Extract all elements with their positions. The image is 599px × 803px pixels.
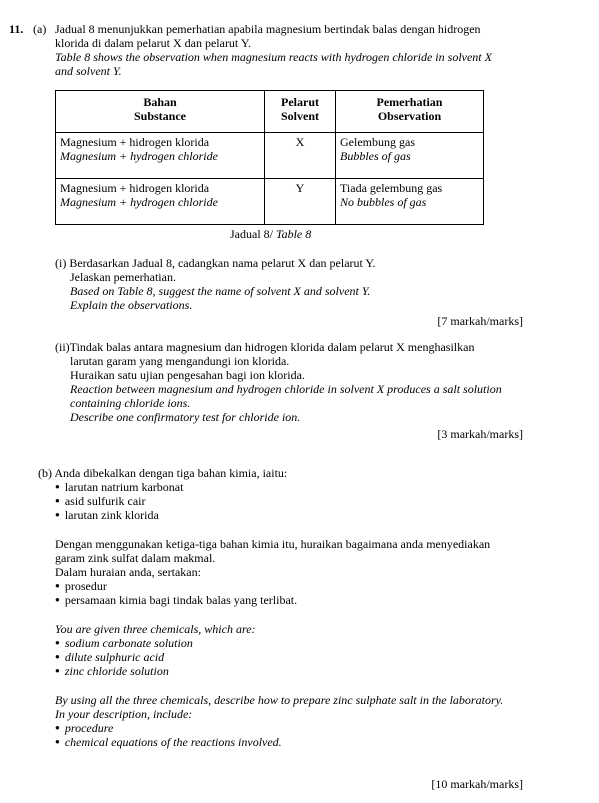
table-caption-ms: Jadual 8/ — [230, 227, 273, 241]
sub-ii-en-line-3: Describe one confirmatory test for chloride ion. — [70, 410, 301, 424]
chem-ms-1: ● larutan natrium karbonat — [55, 480, 183, 496]
row-1-substance-en: Magnesium + hydrogen chloride — [60, 149, 218, 163]
intro-ms-line-1: Jadual 8 menunjukkan pemerhatian apabila magnesium bertindak balas dengan hidrogen — [55, 22, 481, 36]
intro-en-line-2: and solvent Y. — [55, 64, 122, 78]
table-row — [56, 179, 484, 225]
header-substance — [56, 91, 265, 133]
row-1-observation-en: Bubbles of gas — [340, 149, 411, 163]
header-solvent-en: Solvent — [280, 109, 319, 123]
sub-i-ms-line-1: (i) Berdasarkan Jadual 8, cadangkan nama pelarut X dan pelarut Y. — [55, 256, 376, 270]
row-2-substance-en: Magnesium + hydrogen chloride — [60, 195, 218, 209]
sub-ii-ms-line-2: larutan garam yang mengandungi ion klorida. — [70, 354, 290, 368]
sub-i-en-line-2: Explain the observations. — [70, 298, 193, 312]
row-1-substance — [56, 133, 265, 179]
task-ms-line-3: Dalam huraian anda, sertakan: — [55, 565, 201, 579]
include-ms-1: ● prosedur — [55, 579, 107, 595]
sub-i-en-line-1: Based on Table 8, suggest the name of solvent X and solvent Y. — [70, 284, 371, 298]
sub-ii-en-line-2: containing chloride ions. — [70, 396, 191, 410]
part-b-intro-en: You are given three chemicals, which are: — [55, 622, 256, 636]
chem-en-1: ● sodium carbonate solution — [55, 636, 193, 652]
sub-ii-marks: [3 markah/marks] — [437, 427, 523, 441]
task-ms-line-1: Dengan menggunakan ketiga-tiga bahan kimia itu, huraikan bagaimana anda menyediakan — [55, 537, 491, 551]
chem-ms-2: ● asid sulfurik cair — [55, 494, 146, 510]
intro-en-line-1: Table 8 shows the observation when magnesium reacts with hydrogen chloride in solvent X — [55, 50, 492, 64]
header-substance-ms: Bahan — [143, 95, 177, 109]
row-1-observation — [336, 133, 484, 179]
chem-en-2: ● dilute sulphuric acid — [55, 650, 164, 666]
table-caption-en: Table 8 — [276, 227, 312, 241]
intro-ms-line-2: klorida di dalam pelarut X dan pelarut Y. — [55, 36, 251, 50]
header-solvent-ms: Pelarut — [281, 95, 319, 109]
sub-ii-ms-line-3: Huraikan satu ujian pengesahan bagi ion klorida. — [70, 368, 305, 382]
task-ms-line-2: garam zink sulfat dalam makmal. — [55, 551, 216, 565]
include-en-2: ● chemical equations of the reactions involved. — [55, 735, 282, 751]
row-1-substance-ms: Magnesium + hidrogen klorida — [60, 135, 210, 149]
row-2-substance-ms: Magnesium + hidrogen klorida — [60, 181, 210, 195]
table-caption — [230, 227, 311, 241]
chem-ms-3: ● larutan zink klorida — [55, 508, 159, 524]
sub-i-ms-line-2: Jelaskan pemerhatian. — [70, 270, 176, 284]
sub-i-marks: [7 markah/marks] — [437, 314, 523, 328]
task-en-line-2: In your description, include: — [55, 707, 193, 721]
part-b-marks: [10 markah/marks] — [431, 777, 523, 791]
row-2-observation-ms: Tiada gelembung gas — [340, 181, 443, 195]
table-header-row — [56, 91, 484, 133]
header-observation — [336, 91, 484, 133]
row-2-observation — [336, 179, 484, 225]
task-en-line-1: By using all the three chemicals, describe how to prepare zinc sulphate salt in the laboratory. — [55, 693, 504, 707]
header-observation-en: Observation — [377, 109, 442, 123]
question-number: 11. — [9, 22, 24, 36]
header-observation-ms: Pemerhatian — [376, 95, 443, 109]
part-b-intro-ms: (b) Anda dibekalkan dengan tiga bahan kimia, iaitu: — [38, 466, 288, 480]
include-ms-2: ● persamaan kimia bagi tindak balas yang terlibat. — [55, 593, 297, 609]
part-a-label: (a) — [33, 22, 47, 36]
sub-ii-en-line-1: Reaction between magnesium and hydrogen chloride in solvent X produces a salt solution — [70, 382, 502, 396]
row-1-solvent: X — [265, 133, 336, 179]
table-row — [56, 133, 484, 179]
include-en-1: ● procedure — [55, 721, 113, 737]
sub-ii-ms-line-1: (ii)Tindak balas antara magnesium dan hidrogen klorida dalam pelarut X menghasilkan — [55, 340, 475, 354]
row-2-observation-en: No bubbles of gas — [340, 195, 427, 209]
header-solvent — [265, 91, 336, 133]
row-2-substance — [56, 179, 265, 225]
row-1-observation-ms: Gelembung gas — [340, 135, 415, 149]
header-substance-en: Substance — [133, 109, 186, 123]
observation-table — [55, 90, 484, 225]
chem-en-3: ● zinc chloride solution — [55, 664, 169, 680]
row-2-solvent: Y — [265, 179, 336, 225]
